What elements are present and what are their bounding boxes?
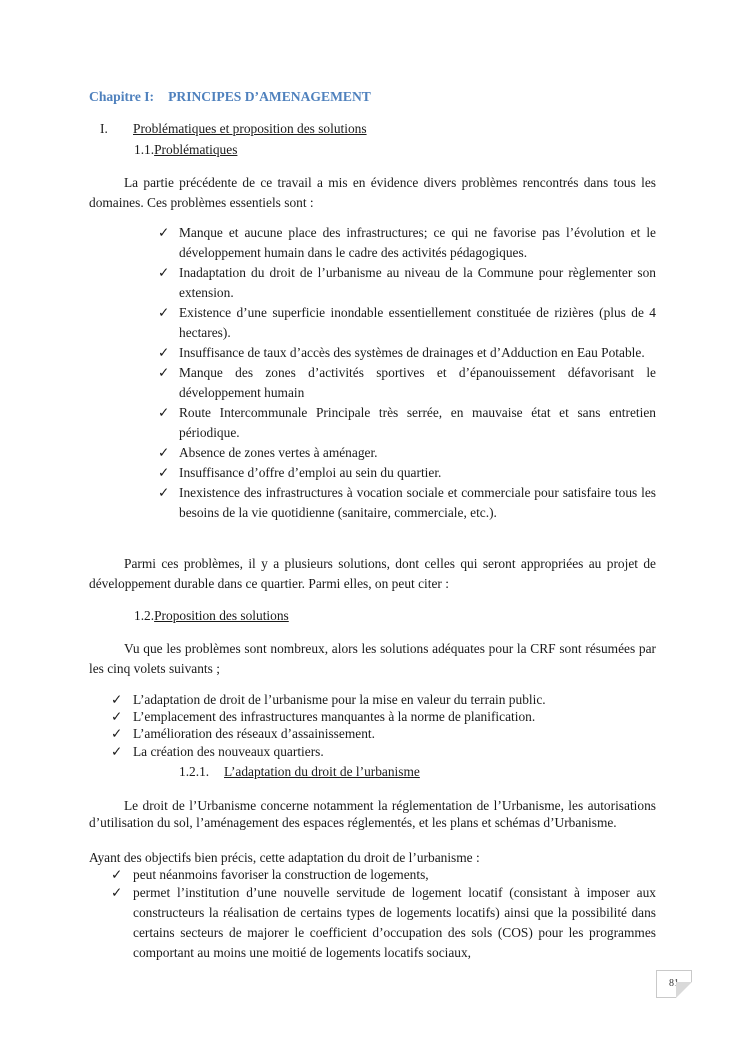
checkmark-icon: ✓ bbox=[158, 365, 170, 380]
checkmark-icon: ✓ bbox=[158, 405, 170, 420]
intro-paragraph: La partie précédente de ce travail a mis en évidence divers problèmes rencontrés dans tous les domaines. Ces problèmes essentiels sont : bbox=[89, 175, 656, 210]
transition-paragraph: Parmi ces problèmes, il y a plusieurs solutions, dont celles qui seront appropriées au projet de développement durable dans ce quartier. Parmi elles, on peut citer : bbox=[89, 556, 656, 591]
list-item-text: La création des nouveaux quartiers. bbox=[133, 743, 324, 759]
checkmark-icon: ✓ bbox=[158, 225, 170, 240]
list-item bbox=[111, 725, 656, 742]
solutions-list bbox=[111, 691, 656, 760]
list-item-text: peut néanmoins favoriser la construction de logements, bbox=[133, 867, 429, 882]
list-item bbox=[158, 363, 656, 403]
list-item-text: L’amélioration des réseaux d’assainissement. bbox=[133, 726, 375, 742]
list-item bbox=[158, 443, 656, 463]
page-number: 81 bbox=[656, 970, 692, 998]
list-item bbox=[111, 743, 656, 760]
list-item bbox=[158, 303, 656, 343]
solutions-intro-paragraph: Vu que les problèmes sont nombreux, alors les solutions adéquates pour la CRF sont résumées par les cinq volets suivants ; bbox=[89, 641, 656, 676]
list-item bbox=[158, 343, 656, 363]
checkmark-icon: ✓ bbox=[111, 885, 123, 900]
subsection-number: 1.2. bbox=[134, 608, 155, 623]
checkmark-icon: ✓ bbox=[158, 265, 170, 280]
section-title: Problématiques et proposition des solutions bbox=[133, 121, 367, 136]
checkmark-icon: ✓ bbox=[111, 726, 123, 742]
list-item-text: Inexistence des infrastructures à vocation sociale et commerciale pour satisfaire tous les besoins de la vie quotidienne (sanitaire, commerciale, etc.). bbox=[179, 485, 656, 520]
subsection-heading-1-2-1 bbox=[179, 764, 420, 780]
problems-list bbox=[158, 223, 656, 523]
chapter-label: Chapitre I: bbox=[89, 89, 155, 104]
urbanism-paragraph: Le droit de l’Urbanisme concerne notamment la réglementation de l’Urbanisme, les autorisations d’utilisation du sol, l’aménagement des espaces réglementés, et les plans et schémas d’Urbanisme. bbox=[89, 798, 656, 830]
chapter-title: PRINCIPES D’AMENAGEMENT bbox=[168, 89, 371, 104]
checkmark-icon: ✓ bbox=[158, 305, 170, 320]
list-item bbox=[158, 263, 656, 303]
list-item-text: Route Intercommunale Principale très serrée, en mauvaise état et sans entretien périodique. bbox=[179, 405, 656, 440]
list-item-text: Absence de zones vertes à aménager. bbox=[179, 445, 378, 460]
checkmark-icon: ✓ bbox=[158, 445, 170, 460]
list-item-text: Manque des zones d’activités sportives et d’épanouissement défavorisant le développement humain bbox=[179, 365, 656, 400]
checkmark-icon: ✓ bbox=[111, 867, 123, 882]
checkmark-icon: ✓ bbox=[111, 743, 123, 759]
objectives-intro: Ayant des objectifs bien précis, cette adaptation du droit de l’urbanisme : bbox=[89, 850, 480, 865]
subsection-number: 1.1. bbox=[134, 142, 155, 157]
list-item bbox=[158, 483, 656, 523]
subsection-heading-1-2 bbox=[134, 608, 289, 624]
section-heading bbox=[100, 121, 367, 137]
list-item-text: permet l’institution d’une nouvelle servitude de logement locatif (consistant à imposer aux constructeurs la réalisation de certains types de logements locatifs) ainsi que la possibilité dans certains secteurs de majorer le coefficient d’occupation des sols (COS) pour les programmes comportant au moins une moitié de logements locatifs sociaux, bbox=[133, 885, 656, 960]
section-number: I. bbox=[100, 121, 108, 136]
chapter-heading bbox=[89, 89, 371, 105]
checkmark-icon: ✓ bbox=[158, 345, 170, 360]
subsection-heading-1-1 bbox=[134, 142, 237, 158]
list-item bbox=[111, 708, 656, 725]
list-item bbox=[158, 403, 656, 443]
list-item bbox=[158, 463, 656, 483]
list-item bbox=[111, 691, 656, 708]
list-item-text: Insuffisance de taux d’accès des systèmes de drainages et d’Adduction en Eau Potable. bbox=[179, 345, 645, 360]
list-item bbox=[111, 883, 656, 963]
list-item-text: L’emplacement des infrastructures manquantes à la norme de planification. bbox=[133, 709, 536, 725]
list-item-text: Existence d’une superficie inondable essentiellement constituée de rizières (plus de 4 hectares). bbox=[179, 305, 656, 340]
list-item-text: L’adaptation de droit de l’urbanisme pour la mise en valeur du terrain public. bbox=[133, 692, 546, 707]
list-item-text: Insuffisance d’offre d’emploi au sein du quartier. bbox=[179, 465, 442, 480]
checkmark-icon: ✓ bbox=[111, 709, 123, 725]
subsection-title: Problématiques bbox=[154, 142, 238, 157]
checkmark-icon: ✓ bbox=[158, 465, 170, 480]
list-item-text: Inadaptation du droit de l’urbanisme au niveau de la Commune pour règlementer son extension. bbox=[179, 265, 656, 300]
subsection-number: 1.2.1. bbox=[179, 764, 210, 779]
list-item-text: Manque et aucune place des infrastructures; ce qui ne favorise pas l’évolution et le développement humain dans le cadre des activités pédagogiques. bbox=[179, 225, 656, 260]
subsection-title: Proposition des solutions bbox=[154, 608, 289, 623]
objectives-list bbox=[111, 866, 656, 963]
list-item bbox=[111, 866, 656, 883]
checkmark-icon: ✓ bbox=[158, 485, 170, 500]
subsection-title: L’adaptation du droit de l’urbanisme bbox=[224, 764, 420, 779]
list-item bbox=[158, 223, 656, 263]
checkmark-icon: ✓ bbox=[111, 692, 123, 707]
